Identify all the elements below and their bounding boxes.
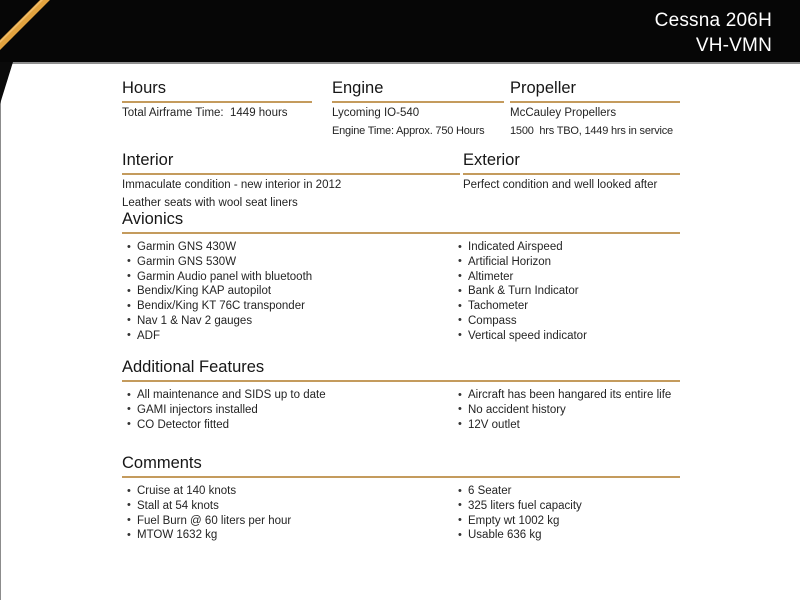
bullet-item: • GAMI injectors installed <box>122 403 456 418</box>
bullet-item: • Tachometer <box>456 299 680 314</box>
comments-right-column <box>456 478 680 543</box>
additional-right-column <box>456 382 680 432</box>
bullet-item: • Garmin GNS 430W <box>122 240 456 255</box>
bullet-item: • Garmin Audio panel with bluetooth <box>122 270 456 285</box>
exterior-line-1: Perfect condition and well looked after <box>463 179 658 191</box>
section-additional-features <box>122 357 680 432</box>
bullet-item: • Fuel Burn @ 60 liters per hour <box>122 514 456 529</box>
total-airframe-time: Total Airframe Time: 1449 hours <box>122 107 288 119</box>
engine-time: Engine Time: Approx. 750 Hours <box>332 124 485 137</box>
comments-right-list <box>456 484 680 543</box>
section-exterior-title: Exterior <box>463 150 680 175</box>
bullet-item: • CO Detector fitted <box>122 418 456 433</box>
section-comments <box>122 453 680 543</box>
bullet-item: • Aircraft has been hangared its entire life <box>456 388 680 403</box>
section-propeller <box>510 78 680 138</box>
bullet-item: • Garmin GNS 530W <box>122 255 456 270</box>
page-left-edge-line <box>0 0 1 600</box>
engine-model: Lycoming IO-540 <box>332 107 420 119</box>
interior-line-1: Immaculate condition - new interior in 2012 <box>122 179 342 191</box>
section-comments-title: Comments <box>122 453 680 478</box>
bullet-item: • Bendix/King KAP autopilot <box>122 284 456 299</box>
bullet-item: • Bendix/King KT 76C transponder <box>122 299 456 314</box>
section-engine-title: Engine <box>332 78 504 103</box>
section-hours <box>122 78 312 121</box>
aircraft-model: Cessna 206H <box>654 10 772 31</box>
bullet-item: • No accident history <box>456 403 680 418</box>
bullet-item: • 12V outlet <box>456 418 680 433</box>
bullet-item: • 325 liters fuel capacity <box>456 499 680 514</box>
section-hours-title: Hours <box>122 78 312 103</box>
bullet-item: • Vertical speed indicator <box>456 329 680 344</box>
title-banner <box>0 0 800 64</box>
propeller-make: McCauley Propellers <box>510 107 617 119</box>
aircraft-registration: VH-VMN <box>695 35 772 56</box>
section-avionics-title: Avionics <box>122 209 680 234</box>
bullet-item: • All maintenance and SIDS up to date <box>122 388 456 403</box>
bullet-item: • Usable 636 kg <box>456 528 680 543</box>
bullet-item: • Bank & Turn Indicator <box>456 284 680 299</box>
avionics-left-list <box>122 240 456 344</box>
section-interior-title: Interior <box>122 150 460 175</box>
propeller-hours: 1500 hrs TBO, 1449 hrs in service <box>510 124 673 137</box>
additional-right-list <box>456 388 680 432</box>
bullet-item: • Empty wt 1002 kg <box>456 514 680 529</box>
section-additional-features-title: Additional Features <box>122 357 680 382</box>
bullet-item: • Indicated Airspeed <box>456 240 680 255</box>
bullet-item: • 6 Seater <box>456 484 680 499</box>
section-exterior <box>463 150 680 193</box>
section-interior <box>122 150 460 210</box>
avionics-right-list <box>456 240 680 344</box>
bullet-item: • Artificial Horizon <box>456 255 680 270</box>
bullet-item: • Compass <box>456 314 680 329</box>
avionics-right-column <box>456 234 680 344</box>
comments-left-list <box>122 484 456 543</box>
bullet-item: • MTOW 1632 kg <box>122 528 456 543</box>
comments-left-column <box>122 478 456 543</box>
section-propeller-title: Propeller <box>510 78 680 103</box>
section-avionics <box>122 209 680 344</box>
avionics-left-column <box>122 234 456 344</box>
bullet-item: • ADF <box>122 329 456 344</box>
section-engine <box>332 78 504 138</box>
additional-left-list <box>122 388 456 432</box>
additional-left-column <box>122 382 456 432</box>
bullet-item: • Cruise at 140 knots <box>122 484 456 499</box>
bullet-item: • Nav 1 & Nav 2 gauges <box>122 314 456 329</box>
interior-line-2: Leather seats with wool seat liners <box>122 196 298 209</box>
aircraft-title <box>655 8 772 58</box>
bullet-item: • Stall at 54 knots <box>122 499 456 514</box>
bullet-item: • Altimeter <box>456 270 680 285</box>
